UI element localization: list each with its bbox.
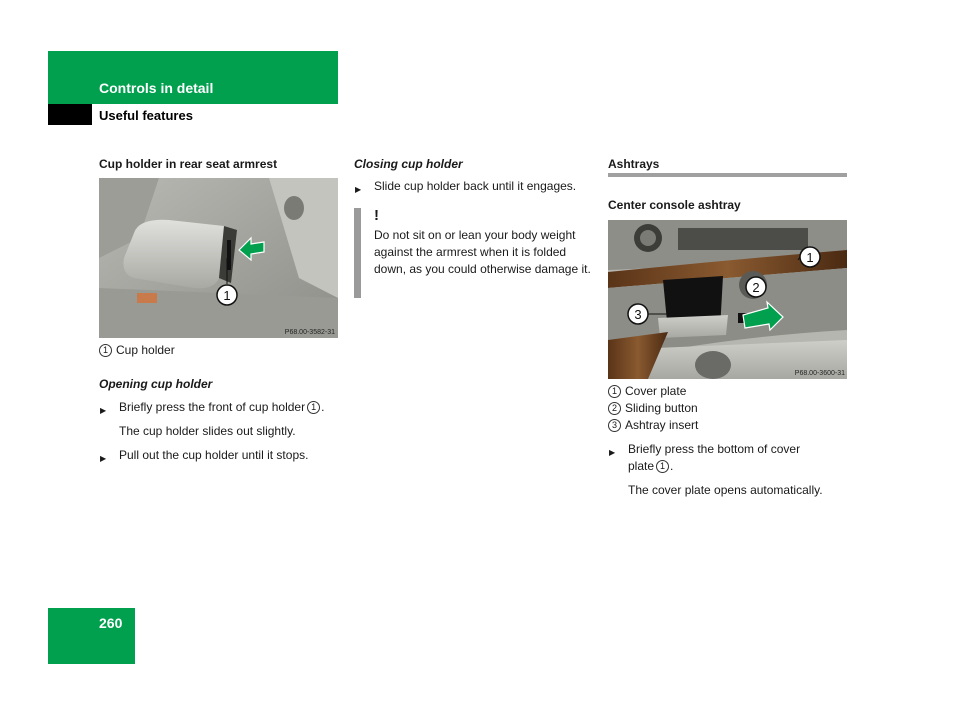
legend-text: Ashtray insert — [625, 418, 699, 432]
closing-step: ▶ Slide cup holder back until it engages. — [374, 178, 599, 195]
photo-callout-3: 3 — [634, 307, 642, 322]
legend-number: 1 — [608, 385, 621, 398]
step-number: 1 — [307, 401, 320, 414]
ashtray-illustration — [608, 220, 847, 379]
ashtray-legend-1 — [608, 383, 686, 400]
cup-holder-heading: Cup holder in rear seat armrest — [99, 157, 278, 171]
ashtrays-heading: Ashtrays — [608, 157, 660, 171]
step-end: . — [670, 459, 674, 473]
ashtray-legend-2 — [608, 400, 698, 417]
opening-step-2: ▶ Pull out the cup holder until it stops. — [119, 447, 344, 464]
photo-code: P68.00-3600-31 — [794, 370, 845, 377]
cup-holder-legend — [99, 342, 175, 359]
step-number: 1 — [656, 460, 669, 473]
ashtray-step-result: The cover plate opens automatically. — [628, 483, 823, 497]
section-title: Controls in detail — [99, 80, 214, 96]
step-text: Briefly press the bottom of cover plate — [628, 442, 801, 473]
ashtray-subheading: Center console ashtray — [608, 198, 741, 212]
ashtray-step — [628, 441, 828, 475]
legend-number: 1 — [99, 344, 112, 357]
step-text: Briefly press the front of cup holder — [119, 400, 306, 414]
cup-holder-photo — [99, 178, 338, 338]
section-tab-marker — [48, 104, 92, 125]
header-band — [48, 51, 338, 104]
legend-number: 3 — [608, 419, 621, 432]
warning-icon: ! — [374, 207, 379, 224]
page-number: 260 — [99, 615, 123, 631]
heading-rule — [608, 173, 847, 177]
ashtray-legend-3 — [608, 417, 698, 434]
legend-text: Cover plate — [625, 384, 687, 398]
warning-text: Do not sit on or lean your body weight against the armrest when it is folded down, as you could otherwise damage it. — [374, 228, 591, 276]
section-subtitle: Useful features — [99, 108, 193, 123]
opening-step-1-result: The cup holder slides out slightly. — [119, 424, 296, 438]
closing-heading: Closing cup holder — [354, 157, 463, 171]
opening-step-1 — [119, 399, 344, 416]
photo-callout-1: 1 — [223, 288, 231, 303]
ashtray-photo — [608, 220, 847, 379]
photo-callout-1: 1 — [806, 250, 814, 265]
cup-holder-illustration — [99, 178, 338, 338]
legend-text: Cup holder — [116, 343, 175, 357]
legend-number: 2 — [608, 402, 621, 415]
photo-code: P68.00-3582-31 — [284, 329, 335, 336]
warning-bar — [354, 208, 361, 298]
photo-callout-2: 2 — [752, 280, 760, 295]
legend-text: Sliding button — [625, 401, 698, 415]
step-end: . — [321, 400, 325, 414]
opening-heading: Opening cup holder — [99, 377, 213, 391]
